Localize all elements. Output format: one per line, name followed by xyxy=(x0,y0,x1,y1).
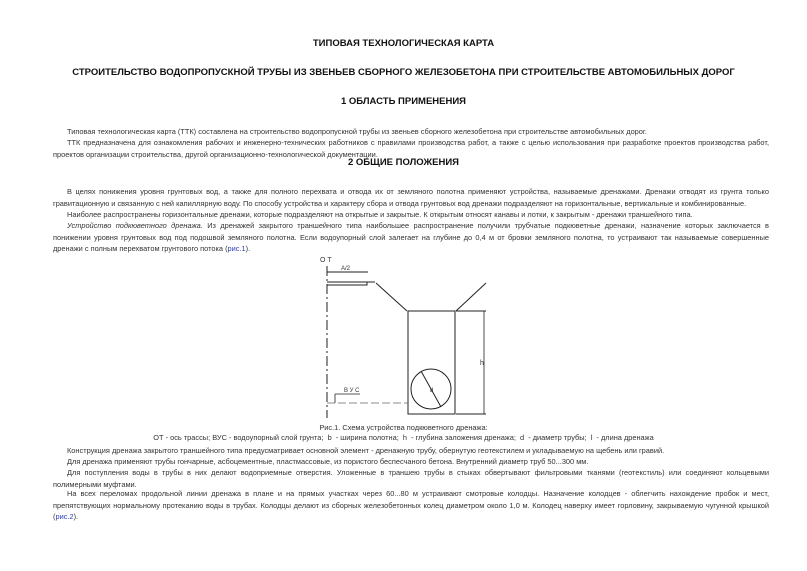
section1-paragraph-1: Типовая технологическая карта (ТТК) составлена на строительство водопропускной трубы из звеньев сборного железобетона при строительстве автомобильных дорог. xyxy=(67,127,647,136)
section2-paragraph-1: В целях понижения уровня грунтовых вод, а также для полного перехвата и отвода их от земляного полотна применяют устройства, называемые дренажами. Дренажи отводят из грунта только гравитационную и связанную с ней капиллярную воду. По способу устройства и характеру сбора и отвода грунтовых вод дренажи подразделяют на горизонтальные, вертикальные и комбинированные. xyxy=(53,187,769,208)
label-ot: О Т xyxy=(320,257,332,264)
figure1-link[interactable]: рис.1 xyxy=(227,244,246,253)
section2-paragraph-6: Для поступления воды в трубы в них делают водоприемные отверстия. Уложенные в траншею трубы в стыках обвертывают фильтровыми тканями (геотекстиль) или соединяют кольцевыми полимерными муфтами. xyxy=(53,468,769,489)
figure1-caption: Рис.1. Схема устройства подкюветного дренажа: xyxy=(319,423,488,432)
label-h: h xyxy=(480,360,484,367)
document-subtitle: СТРОИТЕЛЬСТВО ВОДОПРОПУСКНОЙ ТРУБЫ ИЗ ЗВЕНЬЕВ СБОРНОГО ЖЕЛЕЗОБЕТОНА ПРИ СТРОИТЕЛЬСТВЕ АВТОМОБИЛЬНЫХ ДОРОГ xyxy=(72,67,735,78)
right-slope xyxy=(456,283,486,311)
trench xyxy=(408,311,455,414)
label-vus: В У С xyxy=(344,388,360,394)
section2-paragraph-4: Конструкция дренажа закрытого траншейного типа предусматривает основной элемент - дренажную трубу, обернутую геотекстилем и укладываемую на щебень или гравий. xyxy=(67,446,665,455)
label-d: d xyxy=(430,388,434,394)
figure1-drain-diagram xyxy=(310,250,510,420)
section1-heading: 1 ОБЛАСТЬ ПРИМЕНЕНИЯ xyxy=(340,96,467,107)
section2-paragraph-7: На всех переломах продольной линии дренажа в плане и на прямых участках через 60...80 м устраивают смотровые колодцы. Назначение колодцев - облегчить нахождение пробок и мест, препятствующих нормальному протеканию воды в трубах. Колодцы делают из сборных железобетонных колец диаметром около 1,0 м. Колодец наверху имеет горловину, закрываемую чугунной крышкой (рис.2). xyxy=(53,489,769,521)
left-slope xyxy=(376,283,407,311)
section2-heading: 2 ОБЩИЕ ПОЛОЖЕНИЯ xyxy=(348,157,459,168)
section2-paragraph-3: Устройство подкюветного дренажа. Из дренажей закрытого траншейного типа наибольшее распространение получили трубчатые подкюветные дренажи, назначение которых заключается в понижении уровня грунтовых вод под подошвой земляного полотна. Если водоупорный слой залегает на глубине до 0,4 м от бровки земляного полотна, то устраивают так называемые совершенные дренажи с полным перехватом грунтового потока (рис.1). xyxy=(53,221,769,253)
section1-paragraph-2: ТТК предназначена для ознакомления рабочих и инженерно-технических работников с правилами производства работ, а также с целью использования при разработке проектов производства работ, проектов организации строительства, другой организационно-технологической документации. xyxy=(53,138,769,159)
section2-paragraph-2: Наиболее распространены горизонтальные дренажи, которые подразделяют на открытые и закрытые. К открытым относят канавы и лотки, к закрытым - дренажи траншейного типа. xyxy=(67,210,693,219)
document-title: ТИПОВАЯ ТЕХНОЛОГИЧЕСКАЯ КАРТА xyxy=(312,38,495,49)
label-half-width: А/2 xyxy=(341,266,351,272)
figure1-legend: ОТ - ось трассы; ВУС - водоупорный слой грунта; b - ширина полотна; h - глубина заложения дренажа; d - диаметр трубы; l - длина дренажа xyxy=(153,433,654,442)
figure2-link[interactable]: рис.2 xyxy=(55,512,74,521)
paragraph-italic-lead: Устройство подкюветного дренажа. xyxy=(67,221,203,230)
section2-paragraph-5: Для дренажа применяют трубы гончарные, асбоцементные, пластмассовые, из пористого беспесчаного бетона. Внутренний диаметр труб 50...300 мм. xyxy=(67,457,589,466)
